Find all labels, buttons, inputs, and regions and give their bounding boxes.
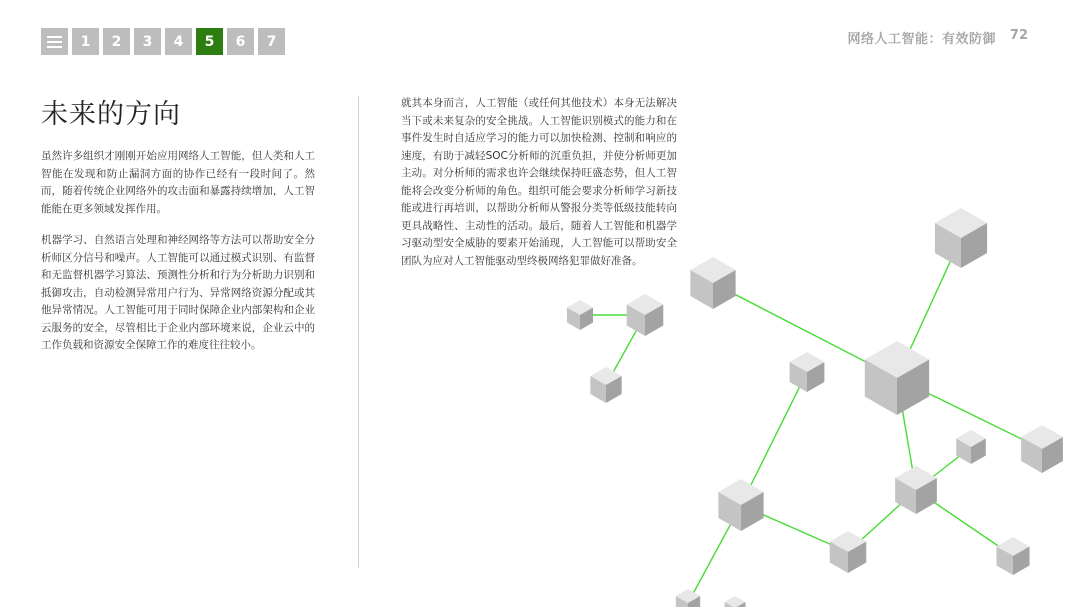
network-cubes [567, 208, 1063, 607]
cube-node [956, 430, 986, 464]
cube-node [996, 537, 1029, 575]
cube-node [790, 352, 825, 392]
cube-node [1021, 425, 1063, 473]
cube-node [690, 257, 735, 309]
cube-node [718, 479, 763, 531]
nav-page-1[interactable]: 1 [72, 28, 99, 55]
left-paragraph-2: 机器学习、自然语言处理和神经网络等方法可以帮助安全分析师区分信号和噪声。人工智能可以通过模式识别、有监督和无监督机器学习算法、预测性分析和行为分析助力识别和抵御攻击，自动检测异常用户行为、异常网络资源分配或其他异常情况。人工智能可用于同时保障企业内部架构和企业云服务的安全，尽管相比于企业内部环境来说，企业云中的工作负载和资源安全保障工作的难度往往较小。 [41, 234, 315, 351]
cube-node [590, 367, 621, 403]
nav-page-7[interactable]: 7 [258, 28, 285, 55]
cube-node [567, 300, 593, 330]
cube-node [676, 589, 700, 607]
nav-page-3[interactable]: 3 [134, 28, 161, 55]
nav-page-4[interactable]: 4 [165, 28, 192, 55]
left-paragraph-1: 虽然许多组织才刚刚开始应用网络人工智能，但人类和人工智能在发现和防止漏洞方面的协作已经有一段时间了。然而，随着传统企业网络外的攻击面和暴露持续增加，人工智能能在更多领域发挥作用。 [41, 150, 315, 215]
nav-page-2[interactable]: 2 [103, 28, 130, 55]
cube-node [895, 466, 937, 514]
cube-node [725, 596, 746, 607]
right-paragraph-1: 就其本身而言，人工智能（或任何其他技术）本身无法解决当下或未来复杂的安全挑战。人工智能识别模式的能力和在事件发生时自适应学习的能力可以加快检测、控制和响应的速度，有助于减轻SOC分析师的沉重负担，并使分析师更加主动。对分析师的需求也许会继续保持旺盛态势，但人工智能将会改变分析师的角色。组织可能会要求分析师学习新技能或进行再培训，以帮助分析师从警报分类等低级技能转向更具战略性、主动性的活动。最后，随着人工智能和机器学习驱动型安全威胁的要素开始涌现，人工智能可以帮助安全团队为应对人工智能驱动型终极网络犯罪做好准备。 [401, 97, 677, 267]
page-number: 72 [1009, 28, 1028, 43]
cube-node [627, 294, 664, 336]
section-title: 未来的方向 [41, 99, 181, 130]
nav-page-6[interactable]: 6 [227, 28, 254, 55]
network-links [580, 238, 1042, 603]
cube-node [865, 341, 929, 415]
document-title: 网络人工智能：有效防御 [847, 32, 996, 47]
nav-page-5[interactable]: 5 [196, 28, 223, 55]
cube-node [935, 208, 987, 268]
cube-node [830, 531, 867, 573]
